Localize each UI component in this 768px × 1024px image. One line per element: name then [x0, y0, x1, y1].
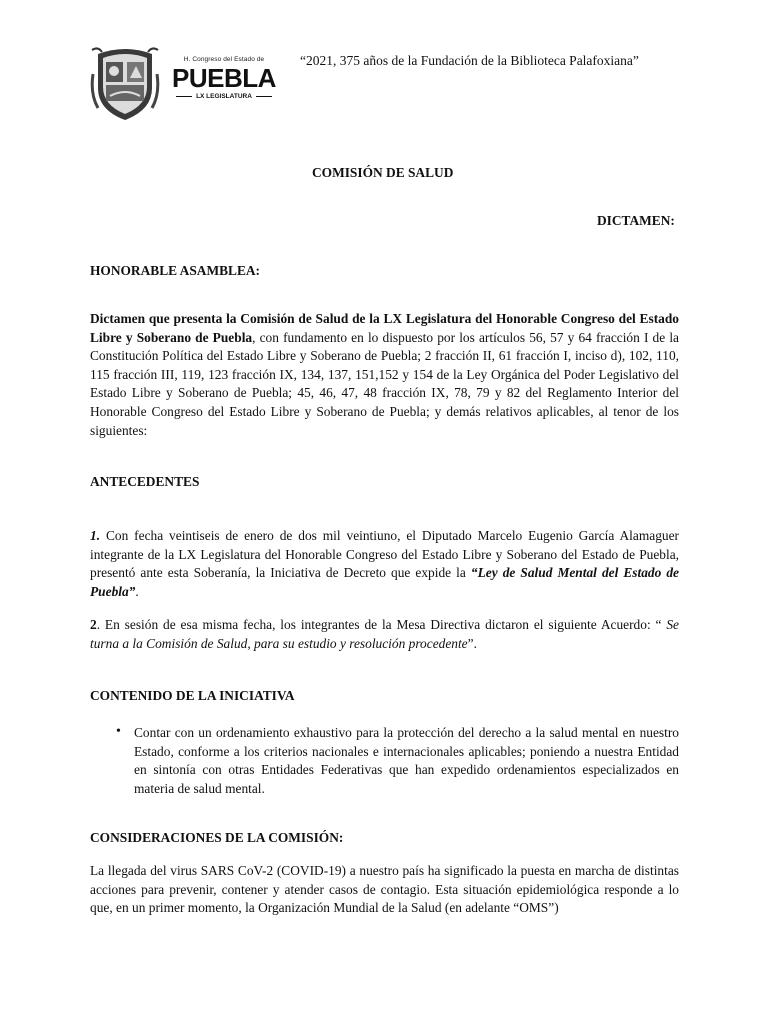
dictamen-title: DICTAMEN: [597, 213, 675, 228]
antecedente-2 [90, 616, 679, 653]
bullet-icon: • [116, 724, 121, 739]
header-motto: “2021, 375 años de la Fundación de la Biblioteca Palafoxiana” [300, 53, 639, 68]
intro-paragraph [90, 310, 679, 440]
law-title: “Ley de Salud Mental del Estado de Puebla” [90, 565, 679, 599]
antecedente-1 [90, 527, 679, 601]
intro-body-text: , con fundamento en lo dispuesto por los artículos 56, 57 y 64 fracción I de la Constitución Política del Estado Libre y Soberano de Puebla; 2 fracción II, 61 fracción I, inciso d), 102, 110, 115 fracción III, 119, 123 fracción IX, 134, 137, 151,152 y 154 de la Ley Orgánica del Poder Legislativo del Estado Libre y Soberano de Puebla; 45, 46, 47, 48 fracción IX, 78, 79 y 82 del Reglamento Interior del Honorable Congreso del Estado Libre y Soberano de Puebla; y demás relativos aplicables, al tenor de los siguientes: [90, 329, 679, 438]
consideraciones-heading: CONSIDERACIONES DE LA COMISIÓN: [90, 830, 344, 845]
logo-small-text: H. Congreso del Estado de [183, 56, 265, 63]
logo-puebla-text: PUEBLA [172, 63, 276, 93]
intro-bold-text: Dictamen que presenta la Comisión de Salud de la LX Legislatura del Honorable Congreso del Estado Libre y Soberano de Puebla [90, 311, 679, 345]
antecedente-2-number: 2 [90, 617, 97, 632]
antecedente-2-text: . En sesión de esa misma fecha, los integrantes de la Mesa Directiva dictaron el siguiente Acuerdo: “ [96, 617, 667, 632]
logo-divider-left [176, 96, 192, 98]
contenido-heading: CONTENIDO DE LA INICIATIVA [90, 688, 295, 703]
bullet-item: Contar con un ordenamiento exhaustivo para la protección del derecho a la salud mental en nuestro Estado, conforme a los criterios nacionales e internacionales aplicables; poniendo a nuestra Entidad en sintonía con otras Entidades Federativas que han expedido ordenamientos especializados en materia de salud mental. [134, 725, 679, 796]
antecedentes-heading: ANTECEDENTES [90, 474, 200, 489]
antecedente-1-end: . [135, 583, 139, 599]
coat-of-arms-icon [90, 44, 160, 122]
logo-divider-right [256, 96, 272, 98]
antecedente-1-number: 1. [90, 528, 101, 543]
commission-title: COMISIÓN DE SALUD [312, 165, 454, 180]
asamblea-heading: HONORABLE ASAMBLEA: [90, 263, 261, 278]
consideraciones-paragraph: La llegada del virus SARS CoV-2 (COVID-19) a nuestro país ha significado la puesta en marcha de distintas acciones para prevenir, contener y atender casos de contagio. Esta situación epidemiológica responde a lo que, en un primer momento, la Organización Mundial de la Salud (en adelante “OMS”) [90, 863, 679, 916]
acuerdo-quote: Se turna a la Comisión de Salud, para su estudio y resolución procedente [90, 617, 679, 651]
antecedente-2-end: ”. [467, 635, 477, 651]
congress-logo [172, 56, 276, 100]
logo-legislatura-text: LX LEGISLATURA [196, 93, 252, 100]
antecedente-1-text: Con fecha veintiseis de enero de dos mil veintiuno, el Diputado Marcelo Eugenio García Alamaguer integrante de la LX Legislatura del Honorable Congreso del Estado Libre y Soberano del Estado de Puebla, presentó ante esta Soberanía, la Iniciativa de Decreto que expide la [90, 528, 679, 581]
